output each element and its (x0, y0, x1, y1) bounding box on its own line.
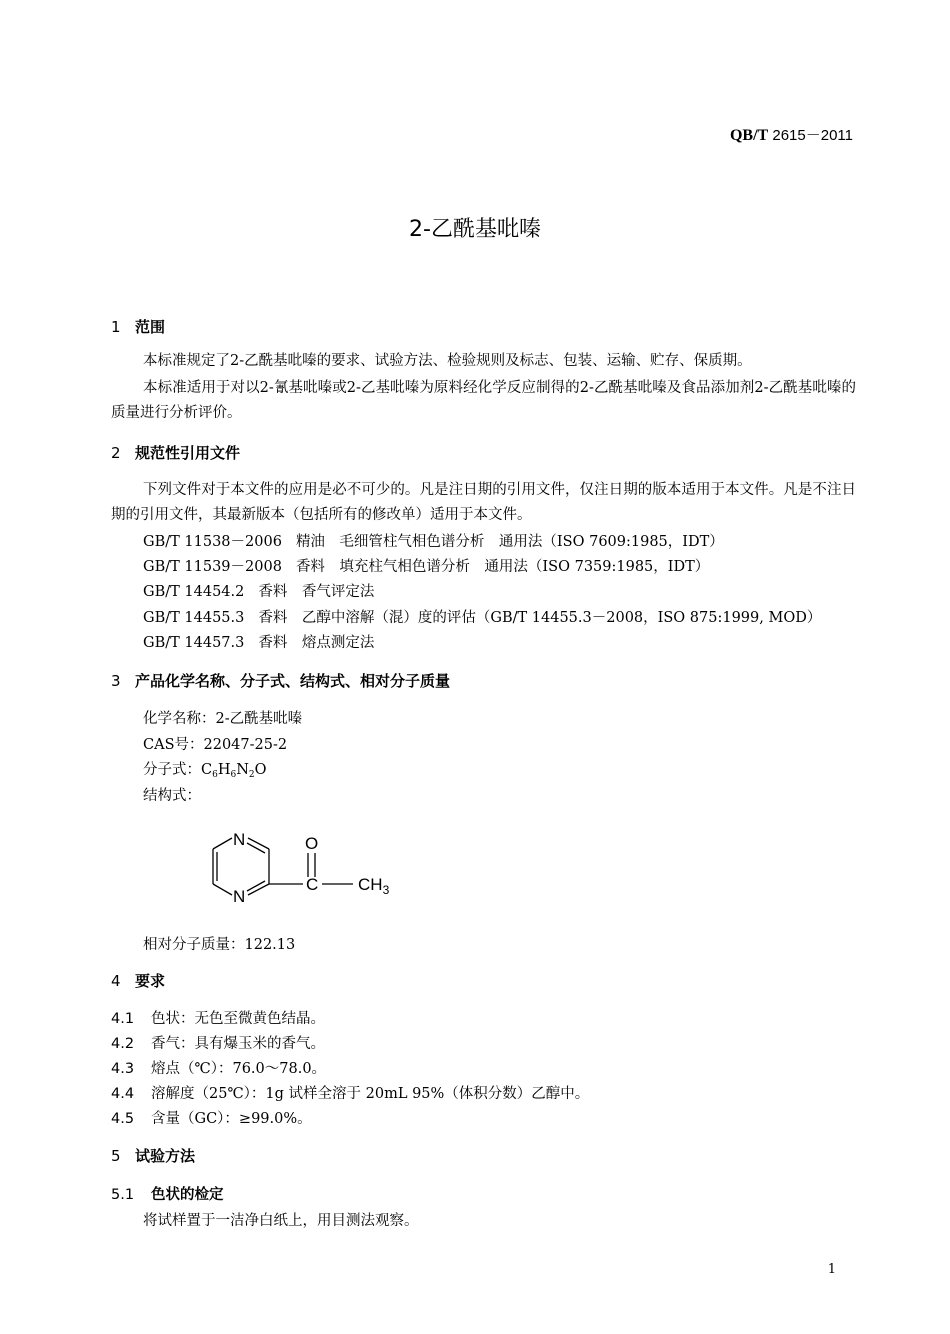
reference-item (143, 606, 821, 627)
section-3-heading (111, 670, 450, 691)
reference-item (143, 530, 724, 551)
section-3-number: 3 (111, 672, 121, 690)
standard-code-prefix: QB/T (729, 127, 769, 144)
section-2-title: 规范性引用文件 (135, 444, 241, 462)
section-4-heading (111, 970, 165, 991)
requirement-text: 色状：无色至微黄色结晶。 (151, 1011, 325, 1027)
reference-title: 香料 填充柱气相色谱分析 通用法（ISO 7359:1985，IDT） (295, 559, 710, 575)
group-ch3 (358, 875, 390, 897)
requirement-text: 含量（GC）：≥99.0%。 (151, 1111, 312, 1127)
ring-bond (213, 884, 232, 895)
requirement-number: 4.1 (111, 1011, 135, 1027)
standard-code-number: 2615－2011 (772, 127, 853, 144)
formula-subscript: 6 (212, 770, 218, 780)
page-number: 1 (827, 1262, 836, 1277)
requirement-item (111, 1107, 312, 1128)
section-3-title: 产品化学名称、分子式、结构式、相对分子质量 (135, 672, 451, 690)
requirement-item (111, 1032, 325, 1053)
ring-bond-double (247, 881, 265, 891)
reference-item (143, 631, 374, 652)
reference-code: GB/T 14454.2 (143, 584, 245, 600)
requirement-item (111, 1007, 325, 1028)
requirement-number: 4.4 (111, 1086, 135, 1102)
structural-formula (200, 825, 410, 915)
requirement-item (111, 1082, 589, 1103)
formula-element: O (254, 762, 267, 778)
requirement-number: 4.5 (111, 1111, 135, 1127)
ring-bond (213, 838, 232, 849)
document-title: 2-乙酰基吡嗪 (409, 217, 541, 242)
requirement-number: 4.2 (111, 1036, 135, 1052)
relative-molecular-mass: 相对分子质量：122.13 (143, 937, 296, 953)
reference-code: GB/T 11539－2008 (143, 559, 282, 575)
atom-n-bottom: N (233, 887, 246, 906)
requirement-item (111, 1057, 326, 1078)
section-5-number: 5 (111, 1147, 121, 1165)
reference-code: GB/T 14457.3 (143, 635, 245, 651)
formula-subscript: 2 (248, 770, 255, 780)
ch3-subscript: 3 (382, 883, 390, 897)
formula-subscript: 6 (230, 770, 237, 780)
subsection-5-1-heading (111, 1183, 224, 1204)
subsection-5-1-text: 将试样置于一洁净白纸上，用目测法观察。 (143, 1213, 419, 1229)
atom-c: C (306, 875, 319, 894)
reference-title: 香料 香气评定法 (258, 584, 375, 600)
section-2-paragraph: 下列文件对于本文件的应用是必不可少的。凡是注日期的引用文件，仅注日期的版本适用于本文件。凡是不注日期的引用文件，其最新版本（包括所有的修改单）适用于本文件。 (111, 482, 856, 523)
reference-item (143, 580, 374, 601)
structure-label: 结构式： (143, 788, 201, 804)
chemical-name: 化学名称：2-乙酰基吡嗪 (143, 711, 303, 727)
reference-title: 香料 熔点测定法 (258, 635, 375, 651)
reference-item (143, 555, 709, 576)
requirement-text: 香气：具有爆玉米的香气。 (151, 1036, 325, 1052)
standard-code (730, 124, 853, 145)
ch3-text: CH (358, 875, 383, 894)
subsection-title: 色状的检定 (151, 1187, 224, 1203)
atom-n-top: N (233, 830, 246, 849)
section-2-number: 2 (111, 444, 121, 462)
formula-element: N (236, 762, 249, 778)
section-1-paragraph-2: 本标准适用于对以2-氰基吡嗪或2-乙基吡嗪为原料经化学反应制得的2-乙酰基吡嗪及食品添加剂2-乙酰基吡嗪的质量进行分析评价。 (111, 380, 856, 421)
formula-label: 分子式： (143, 762, 201, 778)
section-1-number: 1 (111, 318, 121, 336)
section-2-heading (111, 442, 240, 463)
atom-o: O (305, 834, 319, 853)
molecular-formula (143, 758, 267, 780)
ring-bond (248, 884, 269, 895)
section-4-number: 4 (111, 972, 121, 990)
section-1-title: 范围 (135, 318, 166, 336)
ring-bond (248, 838, 269, 849)
section-1-paragraph-1: 本标准规定了2-乙酰基吡嗪的要求、试验方法、检验规则及标志、包装、运输、贮存、保质期。 (143, 353, 752, 369)
section-4-title: 要求 (135, 972, 166, 990)
ring-bond-double (247, 843, 265, 853)
formula-element: H (217, 762, 231, 778)
requirement-text: 熔点（℃）：76.0～78.0。 (151, 1061, 327, 1077)
reference-code: GB/T 11538－2006 (143, 534, 282, 550)
section-5-title: 试验方法 (135, 1147, 196, 1165)
reference-code: GB/T 14455.3 (143, 610, 245, 626)
requirement-text: 溶解度（25℃）：1g 试样全溶于 20mL 95%（体积分数）乙醇中。 (151, 1086, 590, 1102)
reference-title: 香料 乙醇中溶解（混）度的评估（GB/T 14455.3－2008，ISO 875:1999, MOD） (258, 610, 822, 626)
cas-number: CAS号：22047-25-2 (143, 737, 288, 753)
formula-element: C (201, 762, 213, 778)
requirement-number: 4.3 (111, 1061, 135, 1077)
reference-title: 精油 毛细管柱气相色谱分析 通用法（ISO 7609:1985，IDT） (295, 534, 724, 550)
section-5-heading (111, 1145, 195, 1166)
subsection-number: 5.1 (111, 1187, 135, 1203)
section-1-heading (111, 316, 165, 337)
